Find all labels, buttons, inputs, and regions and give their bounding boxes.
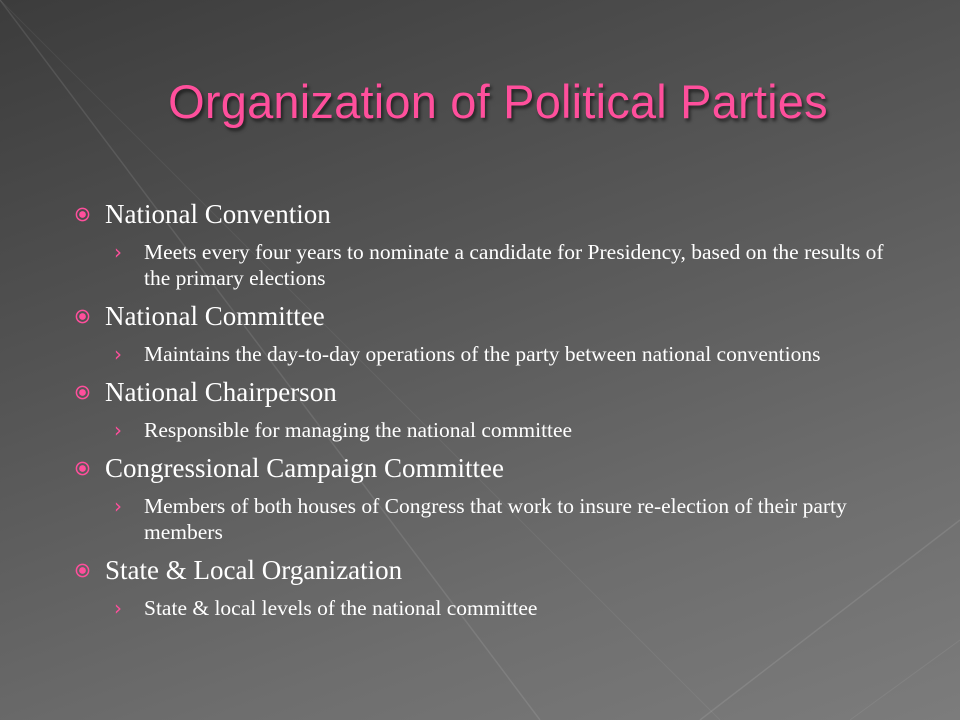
- item-detail: Responsible for managing the national committee: [144, 418, 573, 442]
- chevron-right-icon: ›: [114, 418, 122, 442]
- item-detail: Maintains the day-to-day operations of the party between national conventions: [144, 342, 821, 366]
- chevron-right-icon: ›: [114, 342, 122, 366]
- target-bullet-icon: [75, 563, 90, 578]
- item-heading: National Convention: [105, 199, 331, 229]
- list-item: [72, 198, 902, 291]
- list-item: [72, 452, 902, 545]
- slide-title: Organization of Political Parties: [168, 75, 828, 128]
- target-bullet-icon: [75, 309, 90, 324]
- target-bullet-icon: [75, 385, 90, 400]
- item-heading: Congressional Campaign Committee: [105, 453, 504, 483]
- list-item: [72, 376, 902, 443]
- item-heading: National Committee: [105, 301, 325, 331]
- chevron-right-icon: ›: [114, 494, 122, 518]
- item-heading: State & Local Organization: [105, 555, 403, 585]
- item-detail: Members of both houses of Congress that work to insure re-election of their party members: [144, 494, 847, 544]
- item-detail: Meets every four years to nominate a candidate for Presidency, based on the results of the primary elections: [144, 240, 884, 290]
- list-item: [72, 300, 902, 367]
- list-item: [72, 554, 902, 621]
- target-bullet-icon: [75, 207, 90, 222]
- chevron-right-icon: ›: [114, 240, 122, 264]
- item-heading: National Chairperson: [105, 377, 337, 407]
- chevron-right-icon: ›: [114, 596, 122, 620]
- bullet-list: [72, 198, 902, 621]
- item-detail: State & local levels of the national committee: [144, 596, 538, 620]
- target-bullet-icon: [75, 461, 90, 476]
